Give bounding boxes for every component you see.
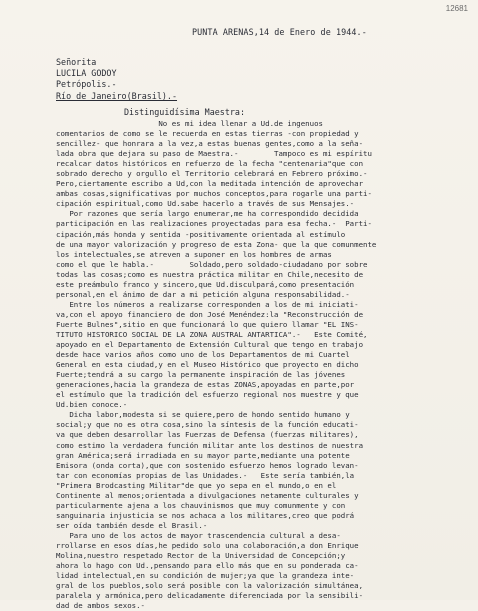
body-line: todas las cosas;como es nuestra práctica militar en Chile,necesito de [56,269,364,279]
archive-number: 12681 [445,4,468,13]
body-line: va,con el apoyo financiero de don José Menéndez:la "Reconstrucción de [56,309,364,319]
address-line: Petrópolis.- [56,79,117,90]
recipient-address [56,57,177,102]
body-line: paralela y armónica,pero delicadamente diferenciada por la sensibili- [56,591,364,601]
body-line: comentarios de como se le recuerda en estas tierras -con propiedad y [56,129,359,139]
body-line: Para uno de los actos de mayor trascendencia cultural a desa- [56,530,341,540]
body-line: particularmente ajena a los chauvinismos que muy comunmente y con [56,500,346,510]
body-line: ser oída también desde el Brasil.- [56,520,208,530]
body-line: como estimo la verdadera función militar ante los destinos de nuestra [56,440,364,450]
body-line: rrollarse en esos días,he pedido solo una colaboración,a don Enrique [56,540,359,550]
body-line: sencillez- que honrara a la vez,a estas buenas gentes,como a la seña- [56,139,364,149]
body-line: ahora lo hago con Ud.,pensando para ello más que en su ponderada ca- [56,561,359,571]
body-line: dad de ambos sexos.- [56,601,145,611]
body-line: ambas cosas,significativas por muchos conceptos,para rogarle una parti- [56,189,372,199]
body-line: Continente al menos;orientada a divulgaciones netamente culturales y [56,490,359,500]
salutation: Distinguidísima Maestra: [124,107,246,117]
body-line: social;y que no es otra cosa,sino la síntesis de la función educati- [56,420,359,430]
dateline: PUNTA ARENAS,14 de Enero de 1944.- [192,27,367,37]
body-line: el estímulo que la tradición del esfuerzo regional nos muestre y que [56,390,359,400]
body-line: sanguinaria injusticia se nos achaca a los militares,creo que podrá [56,510,355,520]
body-line: Por razones que sería largo enumerar,me ha correspondido decidida [56,209,359,219]
body-line: Fuerte Bulnes",sitio en que funcionará lo que quiero llamar "EL INS- [56,319,359,329]
body-line: gran América;será irradiada en su mayor parte,mediante una potente [56,450,350,460]
body-line: lidad intelectual,en su condición de mujer;ya que la grandeza inte- [56,571,355,581]
body-line: "Primera Brodcasting Militar"de que yo sepa en el mundo,o en el [56,480,337,490]
body-line: generaciones,hacia la grandeza de estas ZONAS,apoyadas en parte,por [56,380,355,390]
address-line: Señorita [56,57,97,67]
body-line: cipación espiritual,como Ud.sabe hacerlo a través de sus Mensajes.- [56,199,355,209]
body-line: Molina,nuestro respetado Rector de la Universidad de Concepción;y [56,551,346,561]
body-line: desde hace varios años como uno de los Departamentos de mi Cuartel [56,350,350,360]
body-line: sobrado derecho y orgullo el Territorio celebrará en Febrero próximo.- [56,169,368,179]
body-line: de una mayor valorización y progreso de esta Zona- que la que comunmente [56,239,377,249]
letter-body [56,119,476,611]
body-line: tar con economías propias de las Unidades.- Este sería también,la [56,470,355,480]
body-line: lada obra que dejara su paso de Maestra.- Tampoco es mi espíritu [56,149,372,159]
body-line: Entre los números a realizarse corresponden a los de mi iniciati- [56,299,359,309]
body-line: recalcar datos históricos en refuerzo de la fecha "centenaria"que con [56,159,364,169]
body-line: Dicha labor,modesta si se quiere,pero de hondo sentido humano y [56,410,350,420]
body-line: apoyado en el Departamento de Extensión Cultural que tengo en trabajo [56,340,364,350]
body-line: este preámbulo franco y sincero,que Ud.disculpará,como presentación [56,279,355,289]
body-line: va que deben desarrollar las Fuerzas de Defensa (fuerzas militares), [56,430,359,440]
body-line: General en esta ciudad,y en el Museo Histórico que proyecto en dicho [56,360,359,370]
body-line: Emisora (onda corta),que con sostenido esfuerzo hemos logrado levan- [56,460,359,470]
body-line: cipación,más honda y sentida -positivamente orientada al estímulo [56,229,346,239]
body-line: Ud.bien conoce.- [56,400,128,410]
body-line: TITUTO HISTORICO SOCIAL DE LA ZONA AUSTRAL ANTARTICA".- Este Comité, [56,329,368,339]
body-line: personal,en el ánimo de dar a mi petición alguna responsabilidad.- [56,289,350,299]
body-line: como el que le habla.- Soldado,pero soldado-ciudadano por sobre [56,259,368,269]
address-line: Río de Janeiro(Brasil).- [56,90,178,101]
body-line: Pero,ciertamente escribo a Ud,con la meditada intención de aprovechar [56,179,364,189]
body-line: No es mi idea llenar a Ud.de ingenuos [56,119,323,128]
address-line: LUCILA GODOY [56,68,117,79]
body-line: Fuerte;tendrá a su cargo la permanente inspiración de las jóvenes [56,370,346,380]
body-line: los intelectuales,se atreven a suponer en los hombres de armas [56,249,332,259]
body-line: participación en las realizaciones proyectadas para esa fecha.- Parti- [56,219,372,229]
body-line: gral de los pueblos,solo será posible con la valorización simultánea, [56,581,364,591]
